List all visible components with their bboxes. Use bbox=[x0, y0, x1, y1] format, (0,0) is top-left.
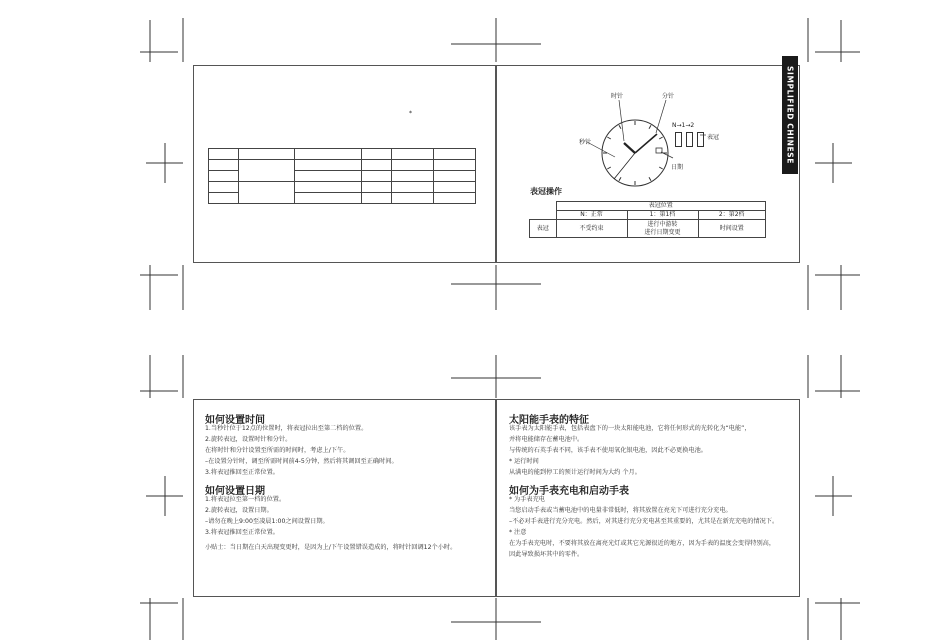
table-row bbox=[530, 202, 766, 211]
charging-line-3: –不必对手表进行充分充电。然后，对其进行充分充电甚至其重要的，尤其是在新充充电的情况下。 bbox=[509, 518, 779, 525]
crown-value-1 bbox=[627, 220, 698, 238]
label-crown: 表冠 bbox=[707, 134, 720, 141]
crown-value-1-line1: 进行中游转 bbox=[647, 220, 678, 228]
position-n: N：正常 bbox=[556, 211, 627, 220]
crown-value-2: 时间设置 bbox=[698, 220, 766, 238]
label-minute-hand: 分针 bbox=[662, 93, 675, 100]
charging-line-2: 当您启动手表或当蓄电池中的电量非常低时，将其放置在亮光下可进行充分充电。 bbox=[509, 507, 732, 514]
table-row bbox=[530, 211, 766, 220]
crown-value-1-line2: 进行日期变更 bbox=[644, 228, 681, 236]
page1-asterisk: * bbox=[409, 110, 412, 117]
charging-line-4: * 注意 bbox=[509, 529, 527, 536]
set-time-line-5: 3.将表冠推回至正常位置。 bbox=[205, 469, 279, 476]
label-second-hand: 秒针 bbox=[579, 139, 592, 146]
solar-line-3: 与传统的石英手表不同，该手表不使用氧化银电池，因此不必更换电池。 bbox=[509, 447, 707, 454]
charging-line-5: 在为手表充电时，不要将其放在离亮光灯或其它光源很近的地方，因为手表的温度会变得特别高， bbox=[509, 540, 776, 547]
label-date: 日期 bbox=[671, 164, 684, 171]
set-time-title: 如何设置时间 bbox=[205, 415, 265, 426]
crown-value-n: 不受约束 bbox=[556, 220, 627, 238]
table-header: 表冠位置 bbox=[556, 202, 766, 211]
tip-text: 小贴士：当日期在白天出现变更时，是因为上/下午设置错误造成的，将时针回调12个小时。 bbox=[205, 544, 457, 551]
charging-line-1: * 为手表充电 bbox=[509, 496, 545, 503]
solar-line-4: * 运行时间 bbox=[509, 458, 539, 465]
set-time-line-2: 2.旋转表冠，设置时针和分针。 bbox=[205, 436, 292, 443]
set-date-line-4: 3.将表冠推回至正常位置。 bbox=[205, 529, 279, 536]
charging-title: 如何为手表充电和启动手表 bbox=[509, 486, 629, 497]
charging-line-6: 因此导致损坏其中的零件。 bbox=[509, 551, 584, 558]
language-tab-label: SIMPLIFIED CHINESE bbox=[785, 66, 795, 164]
table-row bbox=[530, 220, 766, 238]
set-time-line-1: 1.当秒针位于12点的位置时，将表冠拉出至第二档的位置。 bbox=[205, 425, 368, 432]
set-time-line-4: –在设置分针时，调至所需时间前4-5分钟，然后将其调回至正确时间。 bbox=[205, 458, 398, 465]
set-time-line-3: 在将时针和分针设置至所需的时间时，考虑上/下午。 bbox=[205, 447, 350, 454]
set-date-line-2: 2.旋转表冠，设置日期。 bbox=[205, 507, 273, 514]
crown-operation-table bbox=[529, 201, 766, 238]
row-label-crown: 表冠 bbox=[530, 220, 557, 238]
label-hour-hand: 时针 bbox=[611, 93, 624, 100]
position-2: 2：第2档 bbox=[698, 211, 766, 220]
crown-operation-title: 表冠操作 bbox=[530, 187, 562, 196]
solar-line-1: 该手表为太阳能手表，包括表盘下的一块太阳能电池，它将任何形式的光转化为“电能”， bbox=[509, 425, 751, 432]
label-crown-positions: N→1→2 bbox=[672, 122, 695, 129]
solar-watch-title: 太阳能手表的特征 bbox=[509, 415, 589, 426]
set-date-title: 如何设置日期 bbox=[205, 486, 265, 497]
set-date-line-3: –请勿在晚上9:00至凌晨1:00之间设置日期。 bbox=[205, 518, 329, 525]
solar-line-2: 并将电能储存在蓄电池中。 bbox=[509, 436, 584, 443]
solar-line-5: 从满电的能到停工的预计运行时间为大约 个月。 bbox=[509, 469, 641, 476]
set-date-line-1: 1.将表冠拉至第一档的位置。 bbox=[205, 496, 286, 503]
position-1: 1：第1档 bbox=[627, 211, 698, 220]
